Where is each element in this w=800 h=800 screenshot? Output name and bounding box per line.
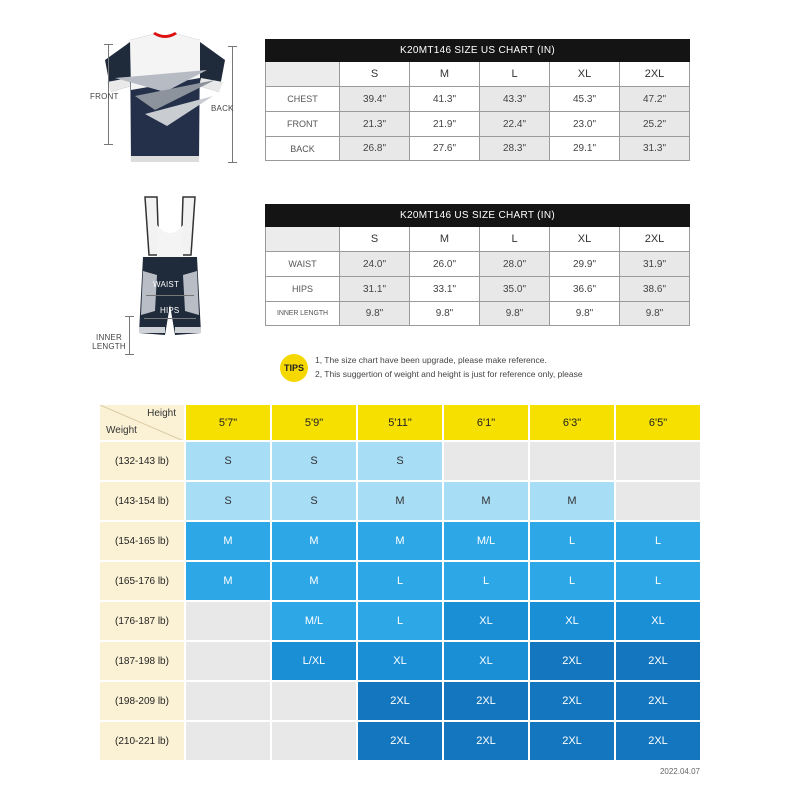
size-cell xyxy=(186,522,272,562)
tips-badge: TIPS xyxy=(280,354,308,382)
size-header: 2XL xyxy=(620,227,690,252)
inner-length-dim-bar xyxy=(129,316,130,354)
size-value: 2XL xyxy=(390,735,410,747)
row-label-waist: WAIST xyxy=(266,252,340,277)
size-value: M/L xyxy=(476,535,496,547)
grid-row xyxy=(100,602,702,642)
size-cell xyxy=(444,722,530,762)
jersey-back-dim-cap-top xyxy=(228,46,237,47)
size-cell xyxy=(272,682,358,722)
table-cell: 31.1" xyxy=(340,277,410,302)
size-cell xyxy=(444,642,530,682)
waist-label: WAIST xyxy=(153,280,180,289)
size-cell xyxy=(616,722,702,762)
size-cell xyxy=(272,562,358,602)
bib-size-table xyxy=(265,204,690,326)
size-value: 2XL xyxy=(562,655,582,667)
grid-row xyxy=(100,562,702,602)
weight-row-label: (165-176 lb) xyxy=(100,562,186,602)
size-value: S xyxy=(224,455,232,467)
size-value: M xyxy=(309,535,319,547)
height-header: 5'9" xyxy=(272,405,358,442)
table-cell: 43.3" xyxy=(480,87,550,112)
table-cell: 29.1" xyxy=(550,137,620,161)
table-cell: 26.8" xyxy=(340,137,410,161)
size-value: M xyxy=(223,575,233,587)
grid-row xyxy=(100,682,702,722)
size-cell xyxy=(444,442,530,482)
size-value: M xyxy=(395,535,405,547)
size-cell xyxy=(530,602,616,642)
size-cell xyxy=(444,482,530,522)
hips-dim-bar xyxy=(144,318,196,319)
size-cell xyxy=(616,522,702,562)
tips-line-2: 2, This suggertion of weight and height is just for reference only, please xyxy=(315,369,583,379)
table-cell: 22.4" xyxy=(480,112,550,137)
table-cell: 9.8" xyxy=(410,302,480,326)
table-cell: 33.1" xyxy=(410,277,480,302)
size-cell xyxy=(358,522,444,562)
size-cell xyxy=(358,442,444,482)
weight-axis-label: Weight xyxy=(106,425,137,436)
size-value: M xyxy=(481,495,491,507)
size-value: 2XL xyxy=(476,695,496,707)
size-cell xyxy=(616,682,702,722)
size-value: XL xyxy=(479,655,493,667)
size-value: L xyxy=(654,575,662,587)
table-cell: 41.3" xyxy=(410,87,480,112)
size-cell xyxy=(186,482,272,522)
size-cell xyxy=(530,562,616,602)
row-label-hips: HIPS xyxy=(266,277,340,302)
size-cell xyxy=(616,602,702,642)
table-cell: 26.0" xyxy=(410,252,480,277)
size-header: M xyxy=(410,62,480,87)
size-cell xyxy=(186,722,272,762)
size-cell xyxy=(616,562,702,602)
table-corner xyxy=(266,62,340,87)
row-label-front: FRONT xyxy=(266,112,340,137)
size-value: L xyxy=(568,575,576,587)
chart-date: 2022.04.07 xyxy=(659,767,700,776)
size-cell xyxy=(186,602,272,642)
inner-length-label: INNER LENGTH xyxy=(92,333,126,352)
jersey-front-label: FRONT xyxy=(90,92,119,101)
size-cell xyxy=(186,562,272,602)
size-cell xyxy=(272,442,358,482)
size-header: S xyxy=(340,62,410,87)
table-cell: 9.8" xyxy=(550,302,620,326)
table-cell: 39.4" xyxy=(340,87,410,112)
jersey-size-table xyxy=(265,39,690,161)
size-cell xyxy=(272,522,358,562)
table-cell: 31.3" xyxy=(620,137,690,161)
jersey-front-dim-cap-bottom xyxy=(104,144,113,145)
size-value: S xyxy=(310,455,318,467)
size-value: L xyxy=(396,615,404,627)
weight-row-label: (132-143 lb) xyxy=(100,442,186,482)
size-cell xyxy=(444,682,530,722)
size-cell xyxy=(358,642,444,682)
table-cell: 21.3" xyxy=(340,112,410,137)
size-cell xyxy=(444,602,530,642)
table-cell: 36.6" xyxy=(550,277,620,302)
size-value: L xyxy=(482,575,490,587)
size-cell xyxy=(530,722,616,762)
row-label-chest: CHEST xyxy=(266,87,340,112)
tips-line-1: 1, The size chart have been upgrade, please make reference. xyxy=(315,355,547,365)
size-value: M/L xyxy=(304,615,324,627)
grid-row xyxy=(100,642,702,682)
hips-label: HIPS xyxy=(160,306,180,315)
size-cell xyxy=(186,682,272,722)
size-value: XL xyxy=(393,655,407,667)
size-value: XL xyxy=(479,615,493,627)
size-value: S xyxy=(310,495,318,507)
size-value: 2XL xyxy=(648,655,668,667)
size-header: L xyxy=(480,227,550,252)
jersey-table-title: K20MT146 SIZE US CHART (IN) xyxy=(266,40,690,62)
size-cell xyxy=(358,562,444,602)
grid-row xyxy=(100,442,702,482)
size-value: M xyxy=(309,575,319,587)
weight-row-label: (176-187 lb) xyxy=(100,602,186,642)
size-cell xyxy=(530,482,616,522)
table-cell: 24.0" xyxy=(340,252,410,277)
size-value: M xyxy=(395,495,405,507)
size-cell xyxy=(444,522,530,562)
height-header: 5'7" xyxy=(186,405,272,442)
size-cell xyxy=(272,602,358,642)
size-cell xyxy=(530,442,616,482)
size-cell xyxy=(358,722,444,762)
size-header: M xyxy=(410,227,480,252)
size-value: 2XL xyxy=(562,695,582,707)
table-cell: 28.0" xyxy=(480,252,550,277)
jersey-back-label: BACK xyxy=(211,104,234,113)
size-header: XL xyxy=(550,227,620,252)
row-label-inner-length: INNER LENGTH xyxy=(266,302,340,326)
height-weight-size-grid xyxy=(100,405,702,762)
size-cell xyxy=(272,482,358,522)
size-cell xyxy=(186,642,272,682)
grid-body xyxy=(100,442,702,762)
size-header: L xyxy=(480,62,550,87)
size-value: M xyxy=(567,495,577,507)
size-value: XL xyxy=(565,615,579,627)
size-value: S xyxy=(396,455,404,467)
weight-row-label: (143-154 lb) xyxy=(100,482,186,522)
size-value: XL xyxy=(651,615,665,627)
table-cell: 29.9" xyxy=(550,252,620,277)
size-cell xyxy=(444,562,530,602)
size-cell xyxy=(616,442,702,482)
jersey-front-dim-cap-top xyxy=(104,44,113,45)
grid-row xyxy=(100,722,702,762)
table-corner xyxy=(266,227,340,252)
grid-corner xyxy=(100,405,186,442)
size-cell xyxy=(358,682,444,722)
height-axis-label: Height xyxy=(147,408,176,419)
height-header: 6'5" xyxy=(616,405,702,442)
size-value: 2XL xyxy=(562,735,582,747)
table-cell: 21.9" xyxy=(410,112,480,137)
size-value: M xyxy=(223,535,233,547)
size-cell xyxy=(358,602,444,642)
size-cell xyxy=(272,642,358,682)
row-label-back: BACK xyxy=(266,137,340,161)
size-header: S xyxy=(340,227,410,252)
size-cell xyxy=(530,522,616,562)
weight-row-label: (187-198 lb) xyxy=(100,642,186,682)
waist-dim-bar xyxy=(146,295,194,296)
table-cell: 9.8" xyxy=(340,302,410,326)
bib-table-title: K20MT146 US SIZE CHART (IN) xyxy=(266,205,690,227)
table-cell: 45.3" xyxy=(550,87,620,112)
grid-header-row xyxy=(100,405,702,442)
size-value: L/XL xyxy=(302,655,326,667)
size-value: 2XL xyxy=(648,735,668,747)
table-cell: 35.0" xyxy=(480,277,550,302)
grid-row xyxy=(100,522,702,562)
table-cell: 38.6" xyxy=(620,277,690,302)
size-cell xyxy=(616,642,702,682)
table-cell: 9.8" xyxy=(620,302,690,326)
size-cell xyxy=(530,682,616,722)
table-cell: 28.3" xyxy=(480,137,550,161)
size-value: L xyxy=(654,535,662,547)
height-header: 6'1" xyxy=(444,405,530,442)
size-value: L xyxy=(396,575,404,587)
size-cell xyxy=(272,722,358,762)
size-cell xyxy=(358,482,444,522)
table-cell: 9.8" xyxy=(480,302,550,326)
size-value: L xyxy=(568,535,576,547)
weight-row-label: (198-209 lb) xyxy=(100,682,186,722)
jersey-back-dim-cap-bottom xyxy=(228,162,237,163)
size-cell xyxy=(616,482,702,522)
size-header: 2XL xyxy=(620,62,690,87)
table-cell: 23.0" xyxy=(550,112,620,137)
height-header: 5'11" xyxy=(358,405,444,442)
grid-row xyxy=(100,482,702,522)
size-cell xyxy=(530,642,616,682)
table-cell: 27.6" xyxy=(410,137,480,161)
size-value: 2XL xyxy=(476,735,496,747)
inner-length-dim-cap-top xyxy=(125,316,134,317)
table-cell: 47.2" xyxy=(620,87,690,112)
weight-row-label: (210-221 lb) xyxy=(100,722,186,762)
size-header: XL xyxy=(550,62,620,87)
inner-length-dim-cap-bottom xyxy=(125,354,134,355)
table-cell: 25.2" xyxy=(620,112,690,137)
table-cell: 31.9" xyxy=(620,252,690,277)
height-header: 6'3" xyxy=(530,405,616,442)
size-value: 2XL xyxy=(648,695,668,707)
size-cell xyxy=(186,442,272,482)
size-value: S xyxy=(224,495,232,507)
size-value: 2XL xyxy=(390,695,410,707)
weight-row-label: (154-165 lb) xyxy=(100,522,186,562)
